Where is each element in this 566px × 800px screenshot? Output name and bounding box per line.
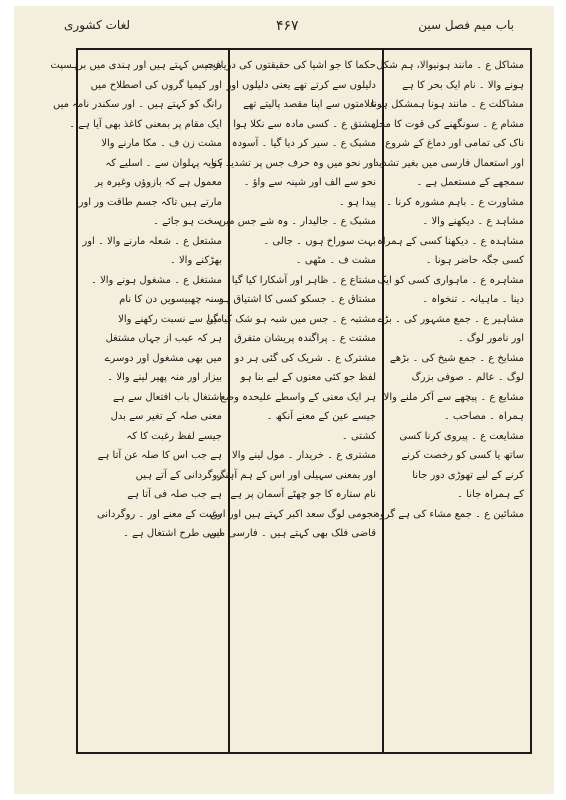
text-line: نام ستارہ کا جو چھٹے آسمان پر ہے <box>230 489 376 500</box>
text-line: کسی جگہ حاضر ہونا ۔ <box>425 255 524 266</box>
text-line: مشاورت ع ۔ باہم مشورہ کرنا ۔ <box>386 196 524 208</box>
text-line: اسی طرح اشتغال ہے ۔ <box>122 528 222 539</box>
text-line: اور بمعنی سہیلی اور اس کے ہم آہنگ <box>216 469 376 481</box>
text-line: سنہ چھبیسویں دن کا نام <box>119 294 222 305</box>
text-line: مشاکلت ع ۔ مانند ہونا ہمشکل ہونا <box>371 99 524 110</box>
page-sheet <box>14 6 554 794</box>
text-line: مشبک ع ۔ جالیدار ۔ وہ شے جس میں <box>218 216 376 227</box>
text-line: مشتعل ع ۔ شعلہ مارنے والا ۔ اور <box>82 235 222 247</box>
text-line: رغبت کے معنے اور ۔ روگردانی <box>96 508 222 520</box>
text-line: ہر کہ عیب از جہاں مشتغل <box>105 333 222 344</box>
text-line: مشتغل ع ۔ مشغول ہونے والا ۔ <box>91 274 222 286</box>
text-line: نجومی لوگ سعد اکبر کہتے ہیں اور اس <box>210 508 376 520</box>
text-line: مشتبہ ع ۔ جس میں شبہ ہو شک کیا گیا <box>207 313 376 325</box>
text-line: دلیلوں سے کرتے تھے یعنی دلیلوں اور <box>226 79 376 91</box>
text-line: پیدا ہو ۔ <box>338 196 376 208</box>
text-line: مارتے ہیں تاکہ جسم طاقت ور اور <box>78 196 222 208</box>
text-line: کرنے کے لیے تھوڑی دور جانا <box>412 469 524 481</box>
text-line: مشت زن ف ۔ مکا مارنے والا <box>101 138 222 149</box>
text-line: کشتی ۔ <box>341 430 376 442</box>
text-line: مشبک ع ۔ سیر کر دیا گیا ۔ آسودہ <box>231 138 376 149</box>
text-line: اور نامور لوگ ۔ <box>457 333 524 344</box>
text-line: مشاہیر ع ۔ جمع مشہور کی ۔ بڑے <box>377 313 524 325</box>
text-line: بہت سوراخ ہوں ۔ جالی ۔ <box>263 235 376 247</box>
text-line: مشاہدہ ع ۔ دیکھنا کسی کے ہمراہ <box>376 235 524 247</box>
text-line: کے ہمراہ جانا ۔ <box>457 489 524 500</box>
text-line: مشتت ع ۔ پراگندہ پریشان متفرق <box>234 333 376 344</box>
text-line: مشاکل ع ۔ مانند ہونیوالا، ہم شکل <box>376 60 524 71</box>
text-line: ہونے والا ۔ نام ایک بحر کا ہے <box>402 79 524 91</box>
text-line: ہے جب اس کا صلہ عن آتا ہے <box>97 450 222 461</box>
text-line: مشت ف ۔ مٹھی ۔ <box>295 255 376 266</box>
text-line: لفظ جو کئی معنوں کے لیے بنا ہو <box>240 372 376 383</box>
text-line: روگردانی کے آتے ہیں <box>135 469 222 481</box>
text-line: اور نحو میں وہ حرف جس پر تشدید ہو <box>211 157 376 169</box>
text-line: نحو سے الف اور شینہ سے واؤ ۔ <box>243 177 376 188</box>
text-line: رانگ کو کہتے ہیں ۔ اور سکندر نامہ میں <box>52 99 222 110</box>
text-line: لوگ ۔ عالم ۔ صوفی بزرگ <box>411 372 524 383</box>
text-line: کنایہ پہلوان سے ۔ اسلیے کہ <box>105 157 222 169</box>
text-line: ہر ایک معنی کے واسطے علیحدہ وضع <box>220 391 376 403</box>
text-line: ہے جب صلہ فی آتا ہے <box>127 489 222 500</box>
text-line: مشام ع ۔ سونگھنے کی قوت کا محل <box>371 118 524 130</box>
text-line: اور کیمیا گروں کی اصطلاح میں <box>90 79 222 91</box>
text-line: معنی صلہ کے تغیر سے بدل <box>110 411 222 422</box>
column-middle <box>206 50 384 752</box>
text-line: معمول ہے کہ بازوؤں وغیرہ پر <box>94 177 222 188</box>
text-line: مشتری ع ۔ خریدار ۔ مول لینے والا <box>232 450 376 461</box>
text-line: ساتھ یا کسی کو رخصت کرنے <box>401 450 524 461</box>
text-line: مشایعت ع ۔ پیروی کرنا کسی <box>399 430 524 442</box>
text-line: مین سے نسبت رکھنے والا <box>118 313 222 325</box>
text-line: بھڑکنے والا ۔ <box>169 255 222 266</box>
text-line: ایک مقام پر بمعنی کاغذ بھی آیا ہے ۔ <box>69 118 222 130</box>
text-line: بیزار اور منہ پھیر لینے والا ۔ <box>107 372 222 383</box>
page-number: ۴۶۷ <box>276 18 299 34</box>
text-line: اور استعمال فارسی میں بغیر تشدید <box>374 157 524 169</box>
text-line: جیسے لفظ رغبت کا کہ <box>126 430 222 442</box>
text-frame <box>50 48 532 754</box>
text-line: دینا ۔ ماہیانہ ۔ تنخواہ ۔ <box>422 294 524 305</box>
text-line: مشتاع ع ۔ ظاہر اور آشکارا کیا گیا <box>231 274 376 286</box>
text-line: مشایخ ع ۔ جمع شیخ کی ۔ بڑھے <box>389 352 524 364</box>
text-line: مشتاق ع ۔ جسکو کسی کا اشتیاق ہو <box>219 294 376 305</box>
header-right-title: باب میم فصل سین <box>418 18 514 32</box>
text-line: جیسے عین کے معنے آنکھ ۔ <box>266 411 376 422</box>
text-line: علامتوں سے اپنا مقصد پالیتے تھے <box>243 99 376 110</box>
column-right <box>371 50 530 752</box>
text-line: حکما کا جو اشیا کی حقیقتوں کی دریافت <box>206 60 376 71</box>
text-line: مشاہرہ ع ۔ ماہواری کسی کو ایک <box>377 274 524 286</box>
text-line: سخت ہو جائے ۔ <box>153 216 222 227</box>
text-line: ہمراہ ۔ مصاحب ۔ <box>443 411 524 422</box>
text-line: اشتغال باب افتعال سے ہے <box>113 391 222 403</box>
text-line: مشتق ع ۔ کسی مادہ سے نکلا ہوا <box>233 118 376 130</box>
text-line: سمجھے کے مستعمل ہے ۔ <box>416 177 524 188</box>
text-line: مشایع ع ۔ پیچھے سے آکر ملنے والا <box>383 391 524 403</box>
text-line: مشائین ع ۔ جمع مشاء کی ہے گروہ <box>374 508 524 520</box>
text-line: برجیس کہتے ہیں اور ہندی میں برہسپت <box>50 60 222 71</box>
text-line: مشترک ع ۔ شریک کی گئی ہر دو <box>234 352 376 364</box>
header-left-title: لغات کشوری <box>64 18 131 32</box>
text-line: ناک کی تمامی اور دماغ کے شروع <box>385 138 524 149</box>
text-line: میں بھی مشغول اور دوسرے <box>104 352 222 364</box>
text-line: قاضی فلک بھی کہتے ہیں ۔ فارسی میں <box>209 528 376 539</box>
text-line: مشاہد ع ۔ دیکھنے والا ۔ <box>422 216 524 227</box>
column-left <box>50 50 230 752</box>
